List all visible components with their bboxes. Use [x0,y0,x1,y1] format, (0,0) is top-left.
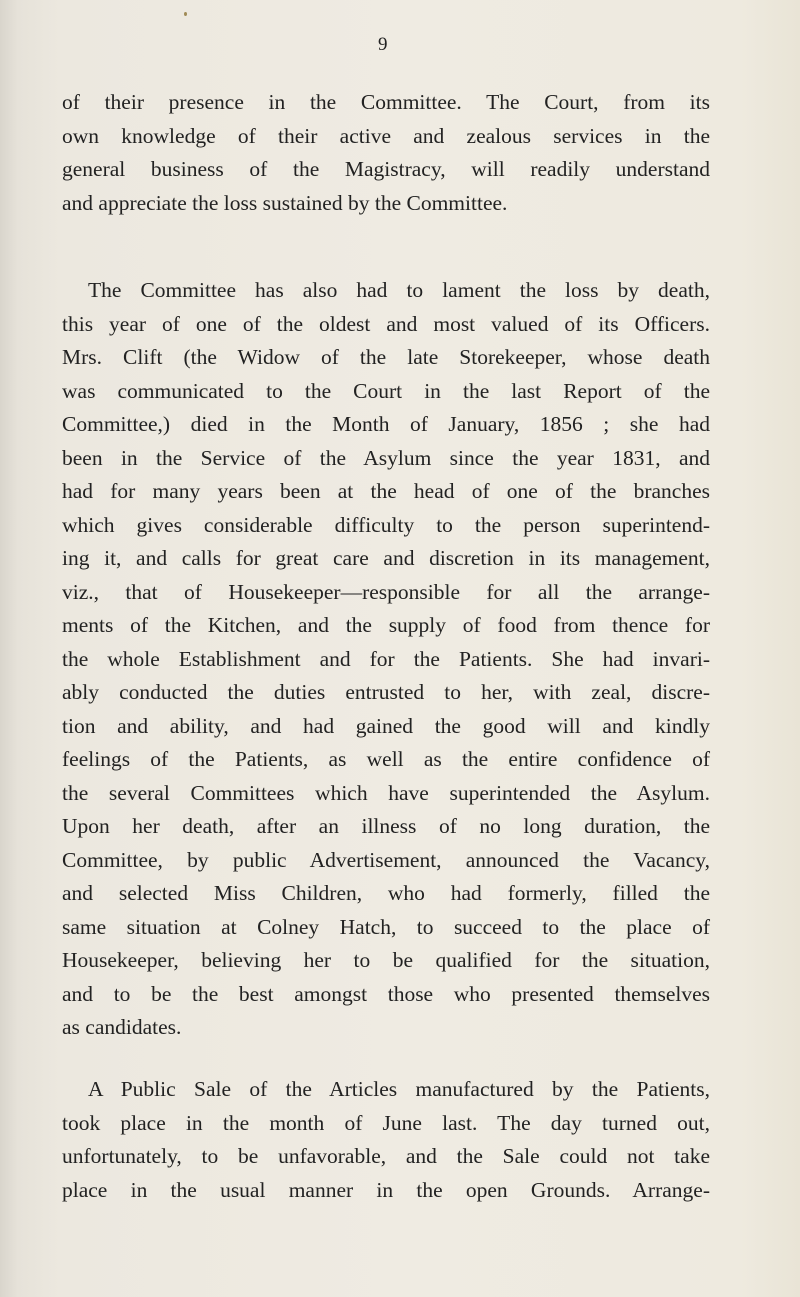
text-line: of their presence in the Committee. The Court, from its [62,90,710,114]
text-line: Committee,) died in the Month of January, 1856 ; she had [62,412,710,436]
text-line: been in the Service of the Asylum since the year 1831, and [62,445,710,470]
text-line: as candidates. [62,1015,182,1039]
text-line: Upon her death, after an illness of no long duration, the [62,814,710,838]
text-line: Committee, by public Advertisement, announced the Vacancy, [62,847,710,872]
page-number: 9 [378,34,388,55]
text-line: place in the usual manner in the open Grounds. Arrange- [62,1177,710,1202]
text-line: which gives considerable difficulty to the person superintend- [62,512,710,537]
text-line: A Public Sale of the Articles manufactured by the Patients, [88,1077,710,1101]
text-line: unfortunately, to be unfavorable, and the Sale could not take [62,1144,710,1168]
text-line: had for many years been at the head of one of the branches [62,479,710,503]
text-line: The Committee has also had to lament the loss by death, [88,278,710,302]
paragraph-2 [62,274,710,1045]
text-line: the several Committees which have superintended the Asylum. [62,780,710,805]
text-line: viz., that of Housekeeper—responsible for all the arrange- [62,579,710,604]
text-line: and appreciate the loss sustained by the Committee. [62,190,508,215]
text-line: feelings of the Patients, as well as the entire confidence of [62,747,710,771]
text-line: this year of one of the oldest and most valued of its Officers. [62,311,710,336]
text-line: ments of the Kitchen, and the supply of food from thence for [62,613,710,637]
text-line: ably conducted the duties entrusted to her, with zeal, discre- [62,680,710,704]
paragraph-3 [62,1073,710,1207]
text-line: the whole Establishment and for the Patients. She had invari- [62,646,710,671]
ink-speck [184,12,187,16]
text-line: own knowledge of their active and zealous services in the [62,123,710,148]
text-line: tion and ability, and had gained the good will and kindly [62,713,710,738]
text-line: ing it, and calls for great care and discretion in its management, [62,546,710,570]
text-line: Mrs. Clift (the Widow of the late Storekeeper, whose death [62,345,710,369]
paragraph-1 [62,86,710,220]
text-line: general business of the Magistracy, will readily understand [62,157,710,181]
text-line: same situation at Colney Hatch, to succeed to the place of [62,914,710,939]
text-line: and selected Miss Children, who had formerly, filled the [62,881,710,905]
text-line: Housekeeper, believing her to be qualified for the situation, [62,948,710,972]
text-line: and to be the best amongst those who presented themselves [62,981,710,1006]
text-line: took place in the month of June last. The day turned out, [62,1110,710,1135]
text-line: was communicated to the Court in the last Report of the [62,378,710,403]
